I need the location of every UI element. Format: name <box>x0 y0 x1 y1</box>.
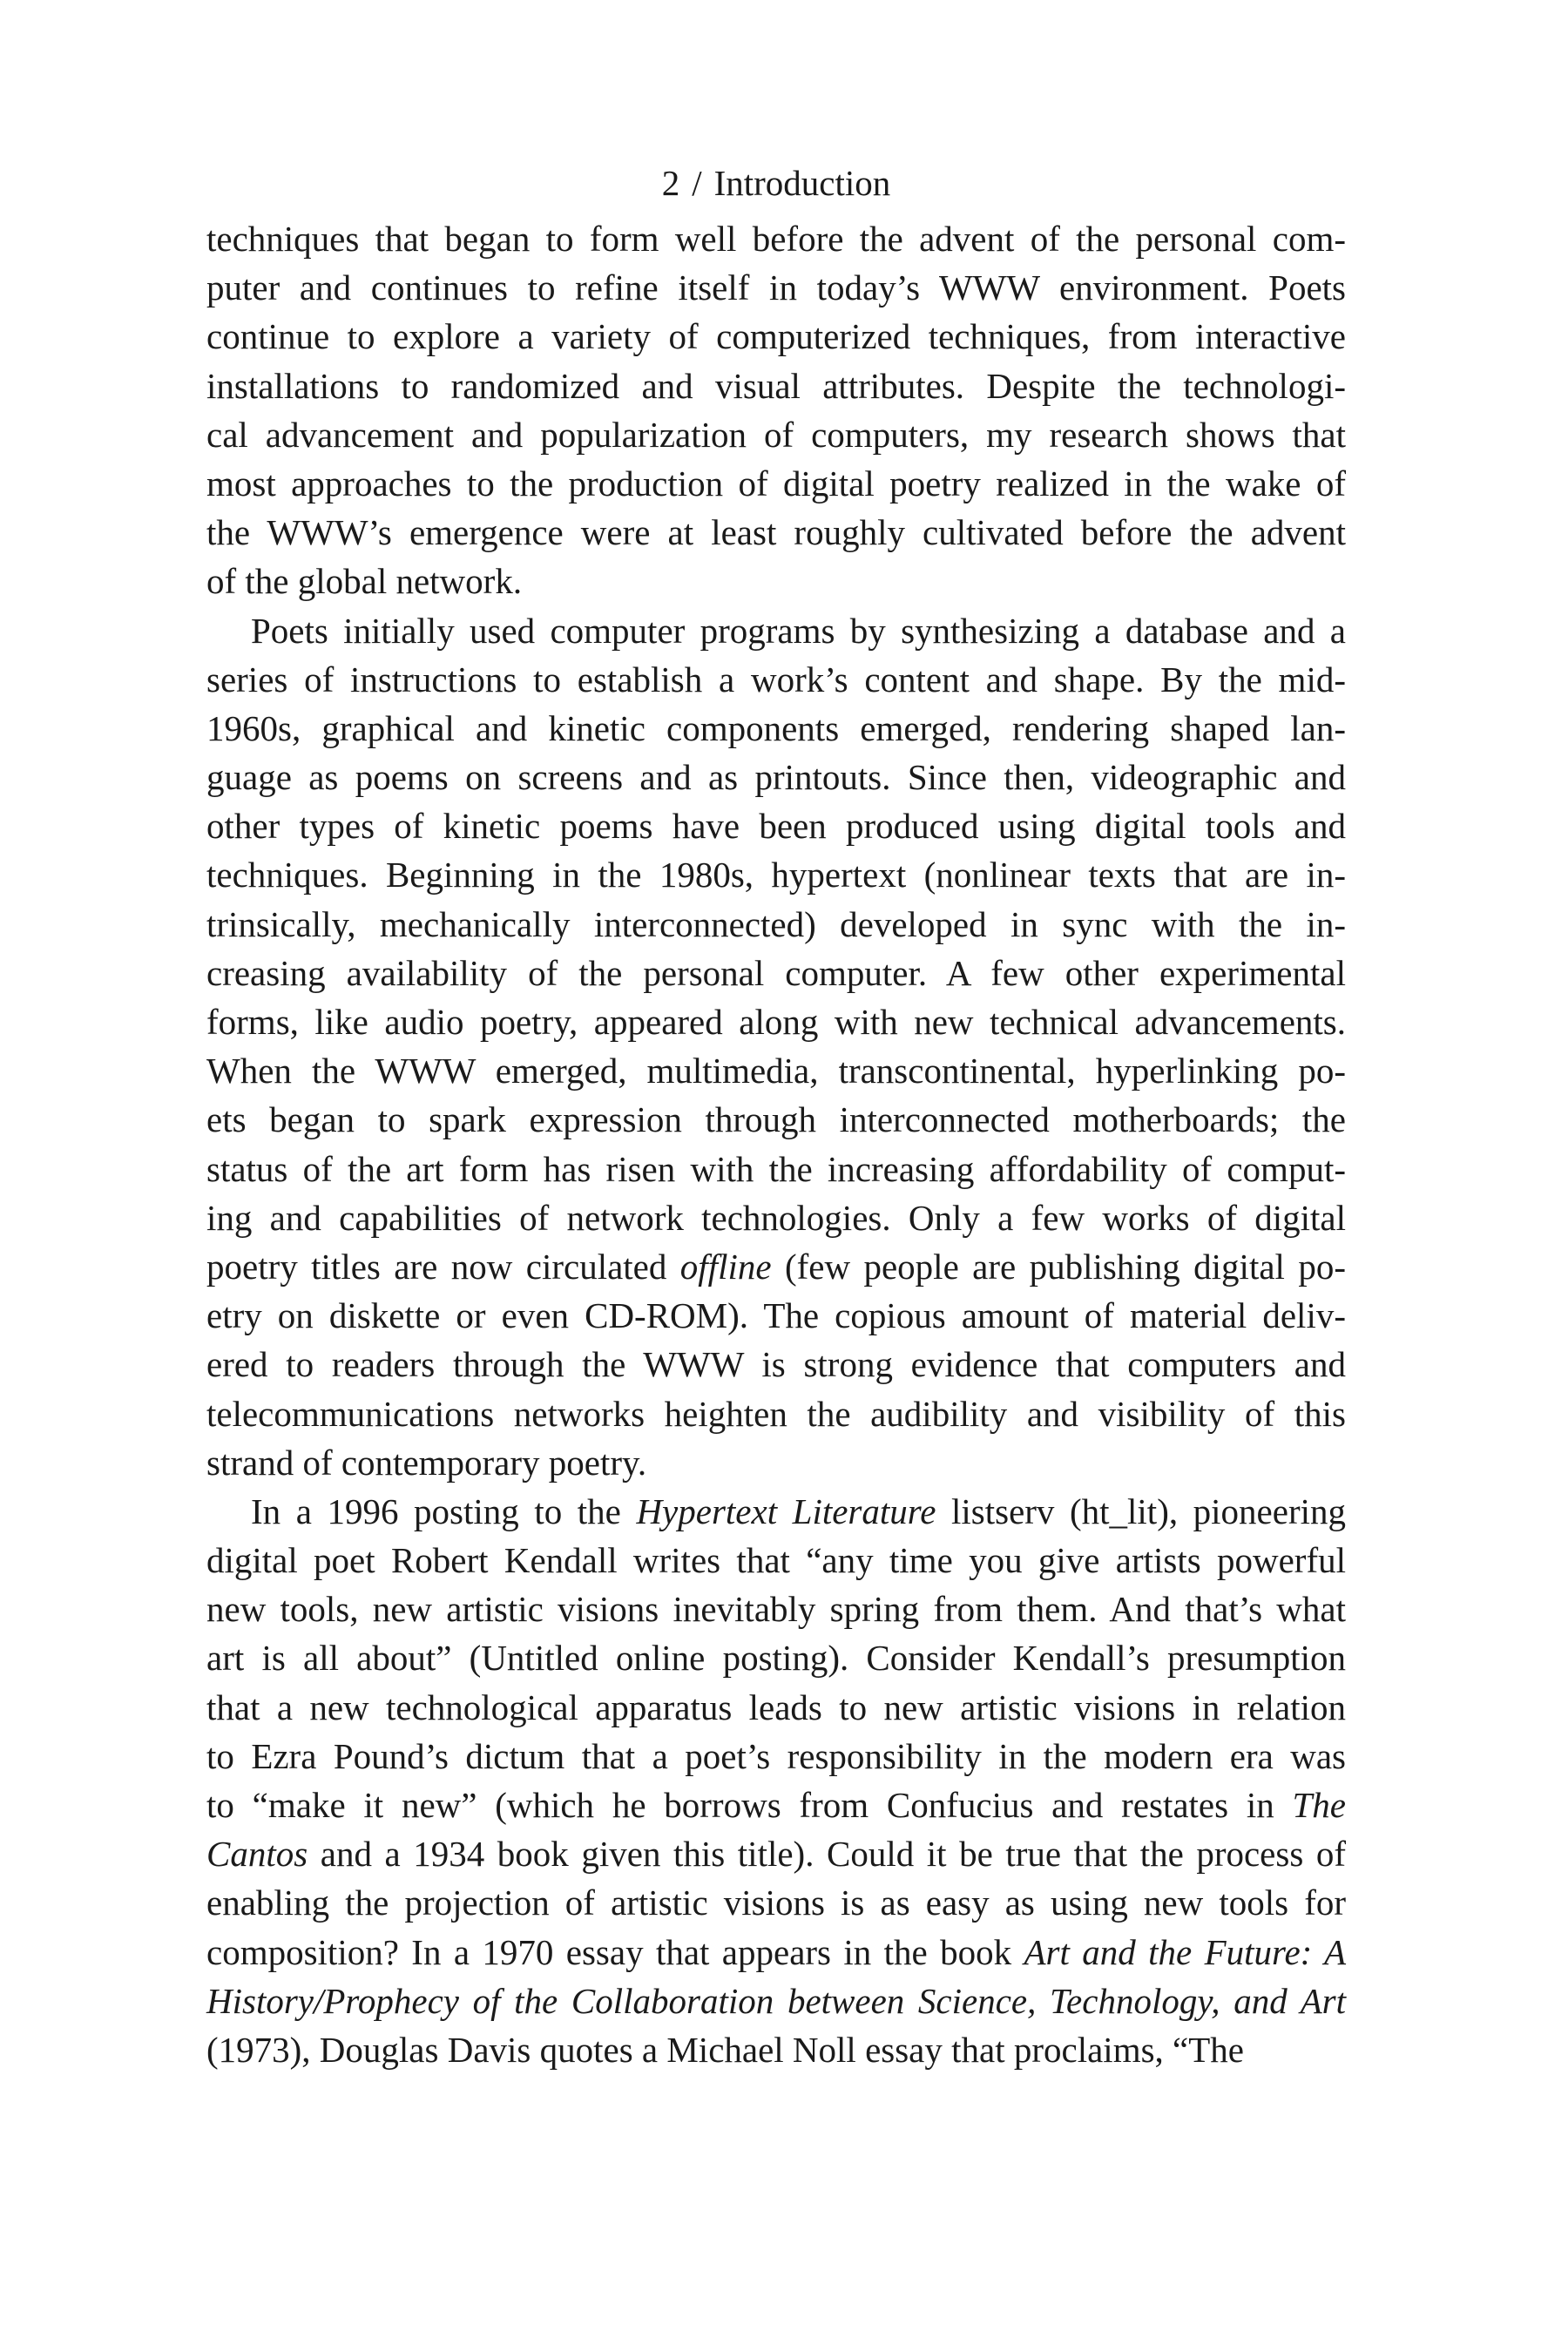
paragraph <box>206 214 1346 606</box>
text-run: (few people are publishing digital po- <box>771 1246 1346 1287</box>
text-line: to Ezra Pound’s dictum that a poet’s responsibility in the modern era was <box>206 1735 1346 1776</box>
paragraph <box>206 606 1346 1487</box>
text-line: most approaches to the production of digital poetry realized in the wake of <box>206 463 1346 504</box>
text-line: ets began to spark expression through interconnected motherboards; the <box>206 1099 1346 1140</box>
text-line: 1960s, graphical and kinetic components emerged, rendering shaped lan- <box>206 707 1346 748</box>
text-line: series of instructions to establish a work’s content and shape. By the mid- <box>206 659 1346 700</box>
text-line: new tools, new artistic visions inevitably spring from them. And that’s what <box>206 1589 1346 1630</box>
italic-title: Hypertext Literature <box>636 1490 936 1531</box>
text-line: installations to randomized and visual attributes. Despite the technologi- <box>206 365 1346 406</box>
italic-title: offline <box>679 1246 772 1287</box>
text-line: techniques that began to form well before the advent of the personal com- <box>206 219 1346 259</box>
italic-title: The <box>1292 1785 1346 1825</box>
text-run: to “make it new” (which he borrows from Confucius and restates in <box>206 1785 1293 1825</box>
text-line <box>206 1487 1346 1536</box>
italic-title: Art and the Future: A <box>1024 1931 1346 1972</box>
text-line: telecommunications networks heighten the audibility and visibility of this <box>206 1393 1346 1434</box>
text-line: that a new technological apparatus leads to new artistic visions in relation <box>206 1686 1346 1727</box>
text-line: etry on diskette or even CD-ROM). The copious amount of material deliv- <box>206 1295 1346 1336</box>
text-line: of the global network. <box>206 561 523 602</box>
text-line: trinsically, mechanically interconnected) developed in sync with the in- <box>206 903 1346 944</box>
text-line: forms, like audio poetry, appeared along with new technical advancements. <box>206 1002 1346 1042</box>
text-line: continue to explore a variety of computerized techniques, from interactive <box>206 316 1346 357</box>
text-run: and a 1934 book given this title). Could it be true that the process of <box>308 1834 1346 1875</box>
running-head <box>206 157 1346 209</box>
italic-title: Cantos <box>206 1834 308 1875</box>
text-line: When the WWW emerged, multimedia, transcontinental, hyperlinking po- <box>206 1051 1346 1092</box>
text-line: techniques. Beginning in the 1980s, hypertext (nonlinear texts that are in- <box>206 855 1346 896</box>
text-line: enabling the projection of artistic visions is as easy as using new tools for <box>206 1882 1346 1923</box>
text-line: other types of kinetic poems have been produced using digital tools and <box>206 806 1346 847</box>
italic-title: History/Prophecy of the Collaboration between Science, Technology, and Art <box>206 1980 1346 2021</box>
text-line <box>206 1242 1346 1291</box>
text-line: creasing availability of the personal computer. A few other experimental <box>206 952 1346 993</box>
text-line: strand of contemporary poetry. <box>206 1442 647 1483</box>
text-line <box>206 1928 1346 1977</box>
text-line: art is all about” (Untitled online posting). Consider Kendall’s presumption <box>206 1638 1346 1679</box>
text-line: ing and capabilities of network technologies. Only a few works of digital <box>206 1197 1346 1238</box>
text-line <box>206 1977 1346 2025</box>
text-run: In a 1996 posting to the <box>251 1490 637 1531</box>
text-line: digital poet Robert Kendall writes that “any time you give artists powerful <box>206 1540 1346 1581</box>
text-line: Poets initially used computer programs by synthesizing a database and a <box>251 610 1346 651</box>
paragraph <box>206 1487 1346 2074</box>
body-text <box>206 214 1346 2074</box>
text-run: listserv (ht_lit), pioneering <box>936 1490 1346 1531</box>
text-run: composition? In a 1970 essay that appears in the book <box>206 1931 1024 1972</box>
text-line: guage as poems on screens and as printouts. Since then, videographic and <box>206 757 1346 798</box>
page-number: 2 <box>661 163 680 203</box>
text-line: cal advancement and popularization of computers, my research shows that <box>206 414 1346 455</box>
text-line: the WWW’s emergence were at least roughly cultivated before the advent <box>206 512 1346 553</box>
text-line: status of the art form has risen with the increasing affordability of comput- <box>206 1148 1346 1189</box>
running-head-title: Introduction <box>713 163 891 203</box>
text-line <box>206 1781 1346 1829</box>
page <box>206 157 1346 2074</box>
text-line: puter and continues to refine itself in today’s WWW environment. Poets <box>206 267 1346 308</box>
text-line: (1973), Douglas Davis quotes a Michael Noll essay that proclaims, “The <box>206 2029 1244 2070</box>
text-line <box>206 1829 1346 1878</box>
text-run: poetry titles are now circulated <box>206 1246 680 1287</box>
running-head-separator: / <box>692 163 702 203</box>
text-line: ered to readers through the WWW is strong evidence that computers and <box>206 1344 1346 1385</box>
